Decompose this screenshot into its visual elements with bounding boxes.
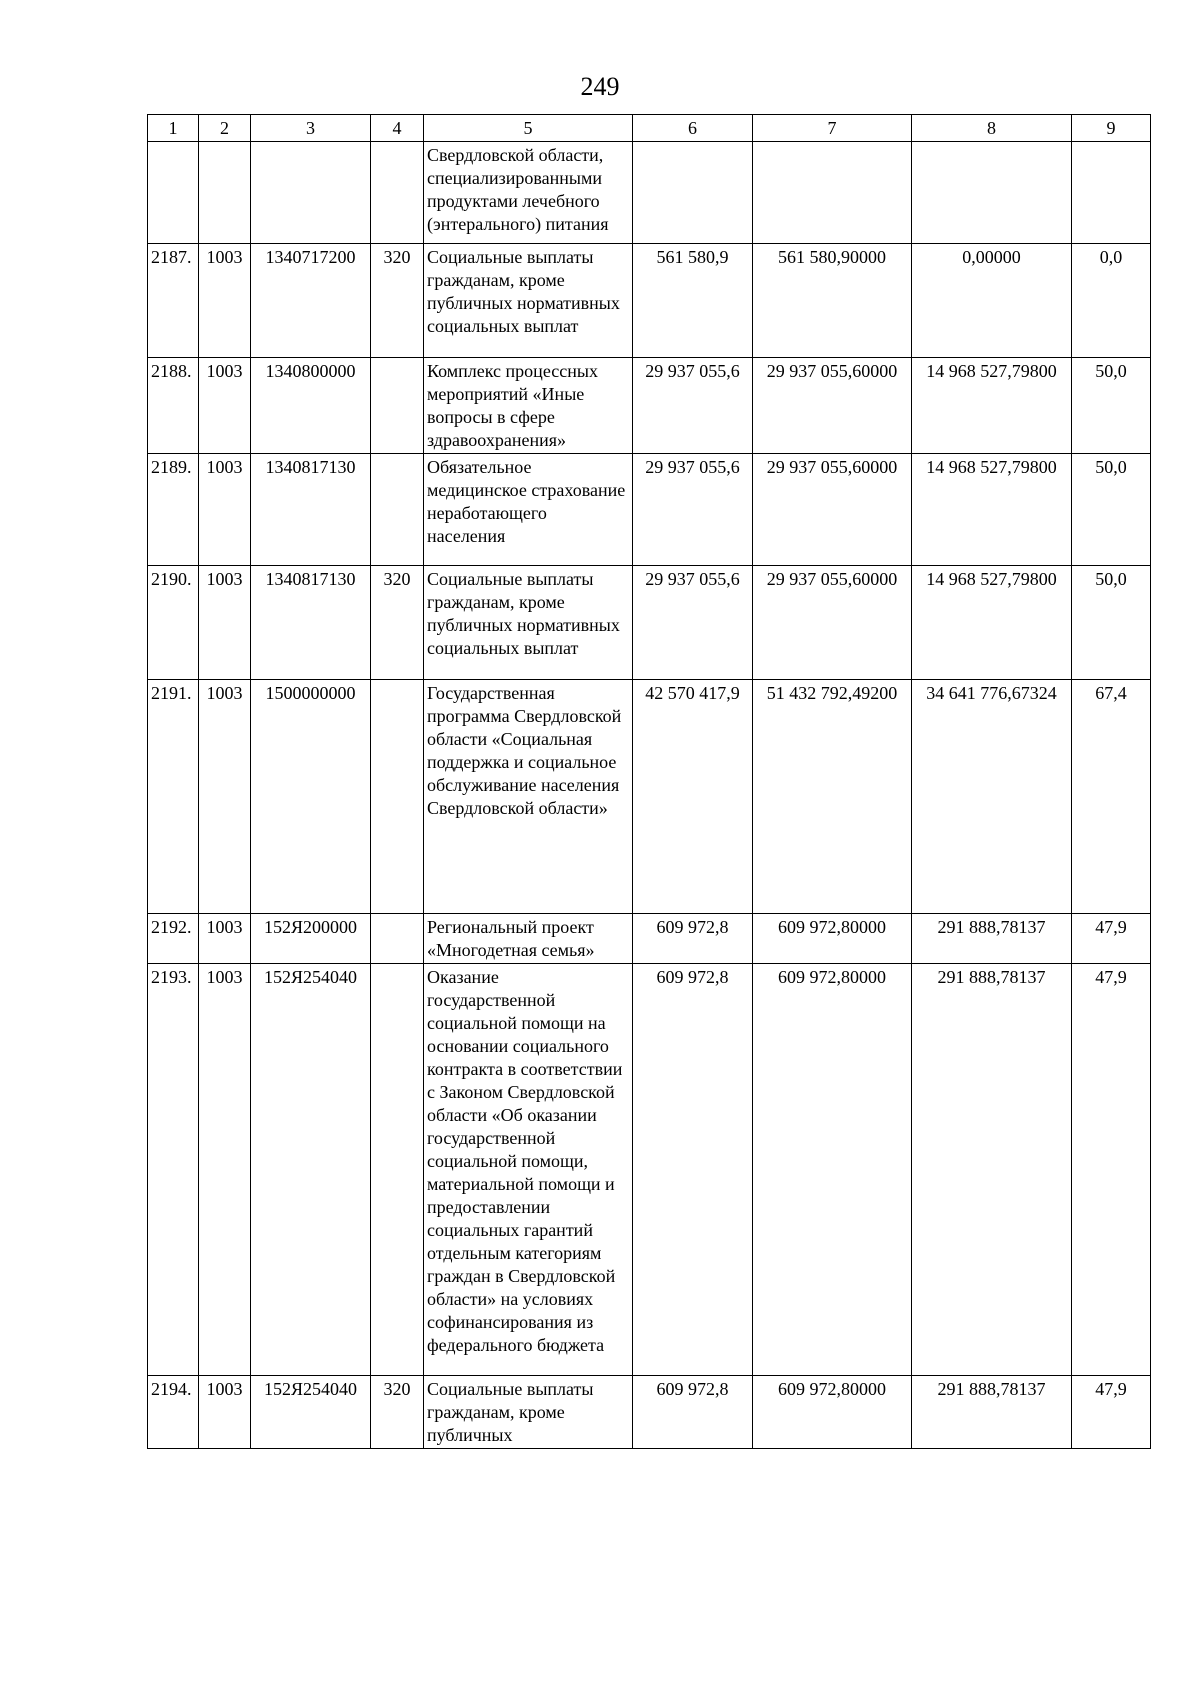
- budget-table: [147, 114, 1151, 1449]
- execution-percent-cell: 0,0: [1072, 244, 1151, 358]
- expense-type-cell: 320: [371, 566, 424, 680]
- item-name-cell: Свердловской области, специализированными продуктами лечебного (энтерального) питания: [424, 142, 633, 244]
- column-header-5: 5: [424, 115, 633, 142]
- executed-amount-cell: 14 968 527,79800: [912, 566, 1072, 680]
- row-number-cell: 2189.: [148, 454, 199, 566]
- approved-amount-cell: 609 972,8: [633, 1376, 753, 1449]
- expense-type-cell: [371, 914, 424, 964]
- section-code-cell: 1003: [199, 358, 251, 454]
- executed-amount-cell: 291 888,78137: [912, 914, 1072, 964]
- table-body: [148, 142, 1151, 1449]
- approved-amount-cell: 609 972,8: [633, 964, 753, 1376]
- section-code-cell: 1003: [199, 914, 251, 964]
- row-number-cell: [148, 142, 199, 244]
- planned-amount-cell: 609 972,80000: [753, 964, 912, 1376]
- approved-amount-cell: 29 937 055,6: [633, 454, 753, 566]
- item-name-cell: Социальные выплаты гражданам, кроме публичных: [424, 1376, 633, 1449]
- row-number-cell: 2187.: [148, 244, 199, 358]
- expense-type-cell: [371, 358, 424, 454]
- expense-type-cell: 320: [371, 1376, 424, 1449]
- planned-amount-cell: 29 937 055,60000: [753, 454, 912, 566]
- planned-amount-cell: 29 937 055,60000: [753, 566, 912, 680]
- executed-amount-cell: 291 888,78137: [912, 964, 1072, 1376]
- target-code-cell: 152Я200000: [251, 914, 371, 964]
- column-header-6: 6: [633, 115, 753, 142]
- section-code-cell: 1003: [199, 680, 251, 914]
- table-row: [148, 566, 1151, 680]
- expense-type-cell: [371, 964, 424, 1376]
- column-header-8: 8: [912, 115, 1072, 142]
- column-header-7: 7: [753, 115, 912, 142]
- row-number-cell: 2193.: [148, 964, 199, 1376]
- table-row: [148, 244, 1151, 358]
- row-number-cell: 2192.: [148, 914, 199, 964]
- table-row: [148, 680, 1151, 914]
- section-code-cell: 1003: [199, 454, 251, 566]
- planned-amount-cell: 609 972,80000: [753, 1376, 912, 1449]
- expense-type-cell: [371, 142, 424, 244]
- planned-amount-cell: [753, 142, 912, 244]
- expense-type-cell: [371, 680, 424, 914]
- section-code-cell: 1003: [199, 244, 251, 358]
- column-header-2: 2: [199, 115, 251, 142]
- approved-amount-cell: 42 570 417,9: [633, 680, 753, 914]
- planned-amount-cell: 29 937 055,60000: [753, 358, 912, 454]
- approved-amount-cell: 609 972,8: [633, 914, 753, 964]
- planned-amount-cell: 609 972,80000: [753, 914, 912, 964]
- planned-amount-cell: 561 580,90000: [753, 244, 912, 358]
- expense-type-cell: 320: [371, 244, 424, 358]
- approved-amount-cell: 29 937 055,6: [633, 566, 753, 680]
- execution-percent-cell: 50,0: [1072, 454, 1151, 566]
- row-number-cell: 2190.: [148, 566, 199, 680]
- execution-percent-cell: [1072, 142, 1151, 244]
- page-number: 249: [580, 72, 620, 101]
- executed-amount-cell: 0,00000: [912, 244, 1072, 358]
- target-code-cell: 152Я254040: [251, 1376, 371, 1449]
- row-number-cell: 2191.: [148, 680, 199, 914]
- approved-amount-cell: 561 580,9: [633, 244, 753, 358]
- table-row: [148, 454, 1151, 566]
- column-header-4: 4: [371, 115, 424, 142]
- section-code-cell: 1003: [199, 964, 251, 1376]
- target-code-cell: 152Я254040: [251, 964, 371, 1376]
- row-number-cell: 2194.: [148, 1376, 199, 1449]
- target-code-cell: 1340817130: [251, 454, 371, 566]
- item-name-cell: Социальные выплаты гражданам, кроме публичных нормативных социальных выплат: [424, 566, 633, 680]
- target-code-cell: 1340800000: [251, 358, 371, 454]
- approved-amount-cell: [633, 142, 753, 244]
- table-row: [148, 358, 1151, 454]
- table-row: [148, 1376, 1151, 1449]
- table-row: [148, 914, 1151, 964]
- item-name-cell: Региональный проект «Многодетная семья»: [424, 914, 633, 964]
- planned-amount-cell: 51 432 792,49200: [753, 680, 912, 914]
- item-name-cell: Государственная программа Свердловской области «Социальная поддержка и социальное обслуживание населения Свердловской области»: [424, 680, 633, 914]
- target-code-cell: 1340717200: [251, 244, 371, 358]
- item-name-cell: Социальные выплаты гражданам, кроме публичных нормативных социальных выплат: [424, 244, 633, 358]
- executed-amount-cell: 14 968 527,79800: [912, 454, 1072, 566]
- executed-amount-cell: 34 641 776,67324: [912, 680, 1072, 914]
- table-row: [148, 142, 1151, 244]
- target-code-cell: 1500000000: [251, 680, 371, 914]
- column-header-1: 1: [148, 115, 199, 142]
- execution-percent-cell: 50,0: [1072, 566, 1151, 680]
- section-code-cell: 1003: [199, 1376, 251, 1449]
- item-name-cell: Оказание государственной социальной помощи на основании социального контракта в соответствии с Законом Свердловской области «Об оказании государственной социальной помощи, материальной помощи и предоставлении социальных гарантий отдельным категориям граждан в Свердловской области» на условиях софинансирования из федерального бюджета: [424, 964, 633, 1376]
- section-code-cell: [199, 142, 251, 244]
- execution-percent-cell: 47,9: [1072, 1376, 1151, 1449]
- column-header-9: 9: [1072, 115, 1151, 142]
- section-code-cell: 1003: [199, 566, 251, 680]
- approved-amount-cell: 29 937 055,6: [633, 358, 753, 454]
- execution-percent-cell: 67,4: [1072, 680, 1151, 914]
- execution-percent-cell: 50,0: [1072, 358, 1151, 454]
- execution-percent-cell: 47,9: [1072, 964, 1151, 1376]
- executed-amount-cell: [912, 142, 1072, 244]
- target-code-cell: 1340817130: [251, 566, 371, 680]
- column-header-3: 3: [251, 115, 371, 142]
- item-name-cell: Комплекс процессных мероприятий «Иные вопросы в сфере здравоохранения»: [424, 358, 633, 454]
- expense-type-cell: [371, 454, 424, 566]
- target-code-cell: [251, 142, 371, 244]
- table-header-row: [148, 115, 1151, 142]
- executed-amount-cell: 291 888,78137: [912, 1376, 1072, 1449]
- item-name-cell: Обязательное медицинское страхование неработающего населения: [424, 454, 633, 566]
- row-number-cell: 2188.: [148, 358, 199, 454]
- executed-amount-cell: 14 968 527,79800: [912, 358, 1072, 454]
- table-row: [148, 964, 1151, 1376]
- execution-percent-cell: 47,9: [1072, 914, 1151, 964]
